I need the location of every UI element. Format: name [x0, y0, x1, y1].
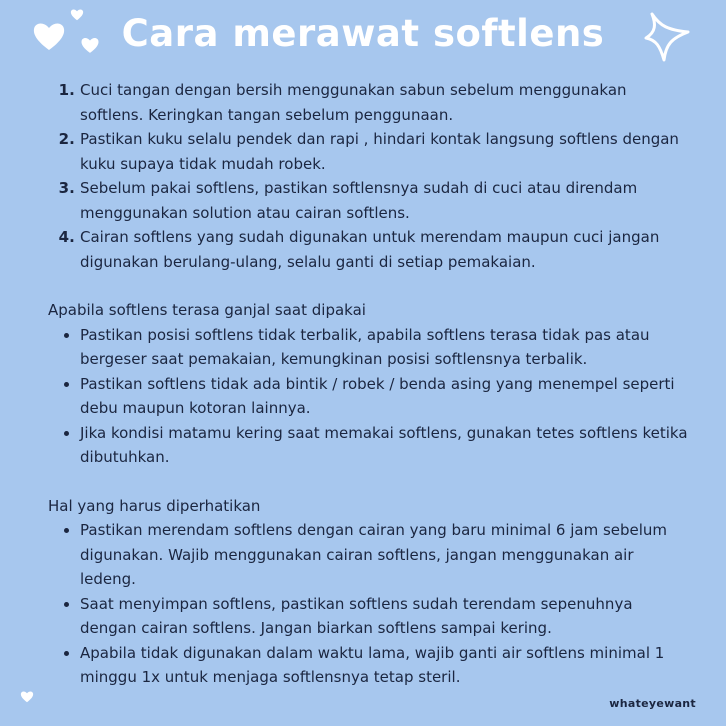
list-item: • Apabila tidak digunakan dalam waktu lama, wajib ganti air softlens minimal 1 minggu 1x untuk menjaga softlensnya tetap steril. — [80, 641, 688, 690]
list-item: 4. Cairan softlens yang sudah digunakan untuk merendam maupun cuci jangan digunakan berulang-ulang, selalu ganti di setiap pemakaian. — [80, 225, 688, 274]
watermark: whateyewant — [609, 697, 696, 710]
page-title: Cara merawat softlens — [121, 12, 605, 55]
care-steps-list — [48, 78, 688, 274]
list-item: • Jika kondisi matamu kering saat memakai softlens, gunakan tetes softlens ketika dibutuhkan. — [80, 421, 688, 470]
list-item: 1. Cuci tangan dengan bersih menggunakan sabun sebelum menggunakan softlens. Keringkan tangan sebelum penggunaan. — [80, 78, 688, 127]
list-item: • Pastikan posisi softlens tidak terbalik, apabila softlens terasa tidak pas atau bergeser saat pemakaian, kemungkinan posisi softlensnya terbalik. — [80, 323, 688, 372]
list-item: 2. Pastikan kuku selalu pendek dan rapi , hindari kontak langsung softlens dengan kuku supaya tidak mudah robek. — [80, 127, 688, 176]
discomfort-list — [48, 323, 688, 470]
section-heading-attention: Hal yang harus diperhatikan — [48, 496, 261, 515]
list-item: • Saat menyimpan softlens, pastikan softlens sudah terendam sepenuhnya dengan cairan softlens. Jangan biarkan softlens sampai kering. — [80, 592, 688, 641]
heart-icon-bottom — [20, 690, 34, 703]
attention-list — [48, 518, 688, 690]
list-item: • Pastikan merendam softlens dengan cairan yang baru minimal 6 jam sebelum digunakan. Wajib menggunakan cairan softlens, jangan menggunakan air ledeng. — [80, 518, 688, 592]
list-item: 3. Sebelum pakai softlens, pastikan softlensnya sudah di cuci atau direndam menggunakan solution atau cairan softlens. — [80, 176, 688, 225]
content — [48, 78, 688, 690]
section-heading-discomfort: Apabila softlens terasa ganjal saat dipakai — [48, 301, 366, 319]
list-item: • Pastikan softlens tidak ada bintik / robek / benda asing yang menempel seperti debu maupun kotoran lainnya. — [80, 372, 688, 421]
